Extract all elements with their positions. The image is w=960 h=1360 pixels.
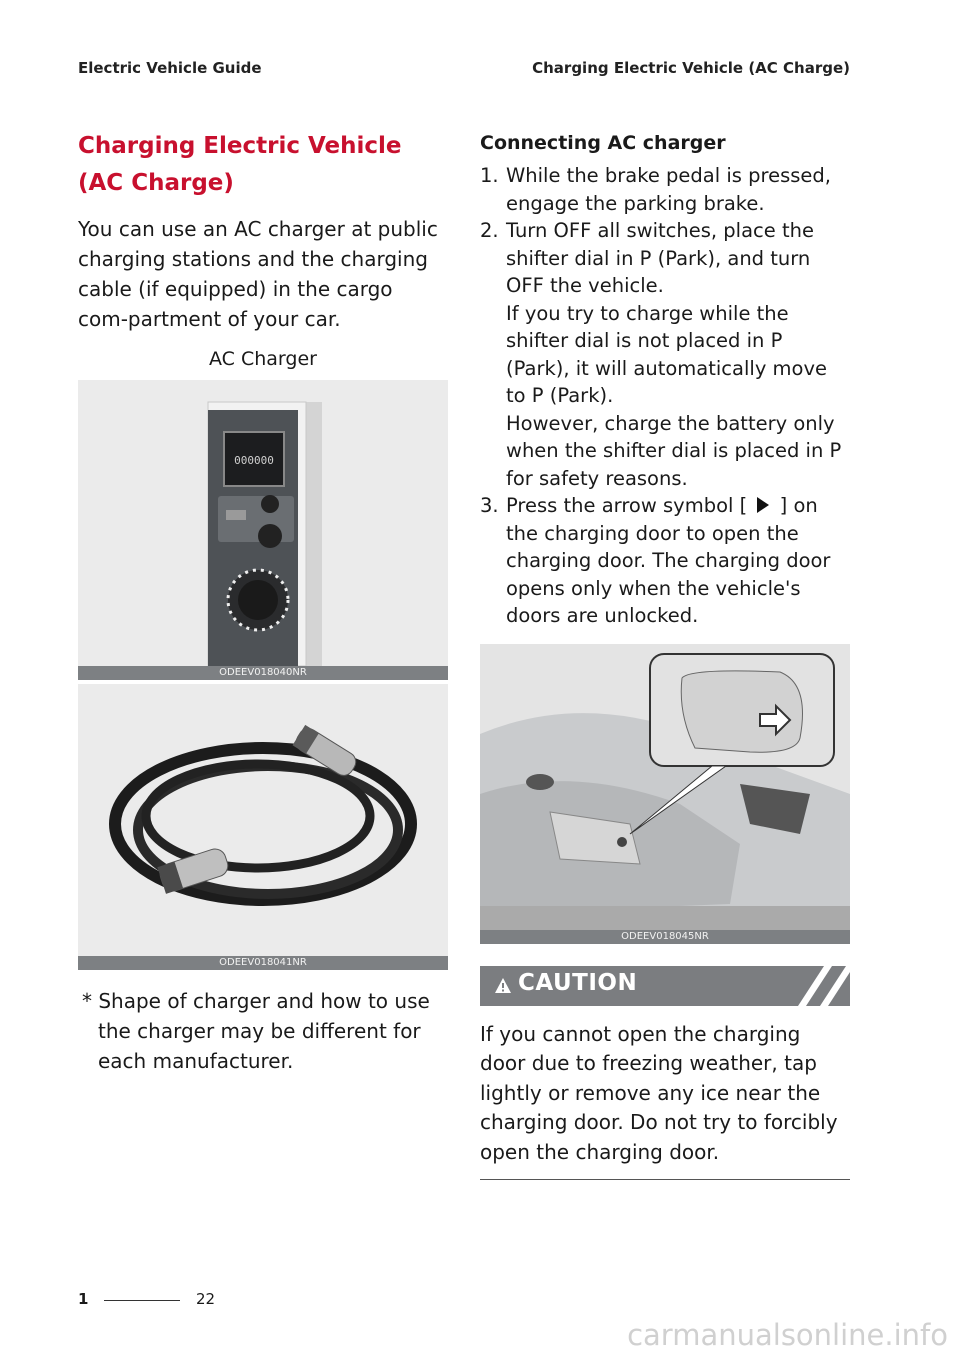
step-number: 2.: [480, 219, 499, 242]
step-2: [480, 217, 850, 492]
step-text-extra: However, charge the battery only when the shifter dial is placed in P for safety reasons.: [506, 411, 842, 490]
watermark: carmanualsonline.info: [627, 1318, 948, 1352]
charger-station-illustration: [78, 380, 448, 666]
warning-icon: [494, 977, 512, 994]
footer-rule: [104, 1300, 180, 1301]
header-section-title: Charging Electric Vehicle (AC Charge): [532, 59, 850, 77]
left-column: [78, 128, 448, 1076]
step-text: ] on the charging door to open the charging door. The charging door opens only when the vehicle's doors are unlocked.: [506, 494, 831, 627]
caution-label: CAUTION: [518, 969, 638, 996]
charging-cable-figure: [78, 684, 448, 970]
step-number: 3.: [480, 494, 499, 517]
caution-stripes: [790, 966, 850, 1006]
arrow-symbol-icon: [757, 497, 769, 513]
figure-label: AC Charger: [209, 348, 317, 370]
page-footer: [78, 1290, 216, 1308]
charger-display-text: 000000: [234, 454, 274, 467]
step-1: [480, 162, 850, 217]
caution-text: If you cannot open the charging door due to freezing weather, tap lightly or remove any ice near the charging door. Do not try to forcibly open the charging door.: [480, 1020, 850, 1181]
step-text: While the brake pedal is pressed, engage the parking brake.: [506, 164, 831, 215]
step-text: Press the arrow symbol [: [506, 494, 748, 517]
ac-charger-figure: [78, 380, 448, 680]
chapter-number: 1: [78, 1290, 89, 1308]
step-text-extra: If you try to charge while the shifter dial is not placed in P (Park), it will automatically move to P (Park).: [506, 301, 828, 407]
page-number: 22: [196, 1290, 216, 1308]
figure1-code: ODEEV018040NR: [78, 666, 448, 680]
figure2-code: ODEEV018041NR: [78, 956, 448, 970]
figure3-code: ODEEV018045NR: [480, 930, 850, 944]
car-charging-door-illustration: [480, 644, 850, 930]
step-3: [480, 492, 850, 630]
step-number: 1.: [480, 164, 499, 187]
charging-door-figure: [480, 644, 850, 944]
intro-paragraph: You can use an AC charger at public charging stations and the charging cable (if equipped) in the cargo com-partment of your car.: [78, 217, 438, 331]
header-guide-title: Electric Vehicle Guide: [78, 59, 262, 77]
charging-cable-illustration: [78, 684, 448, 956]
caution-banner: [480, 966, 850, 1006]
right-column: [480, 128, 850, 1180]
manufacturer-note: * Shape of charger and how to use the charger may be different for each manufacturer.: [82, 989, 430, 1073]
steps-list: [480, 162, 850, 630]
step-text: Turn OFF all switches, place the shifter dial in P (Park), and turn OFF the vehicle.: [506, 219, 814, 297]
section-title: Charging Electric Vehicle (AC Charge): [78, 133, 402, 196]
connecting-heading: Connecting AC charger: [480, 132, 726, 154]
